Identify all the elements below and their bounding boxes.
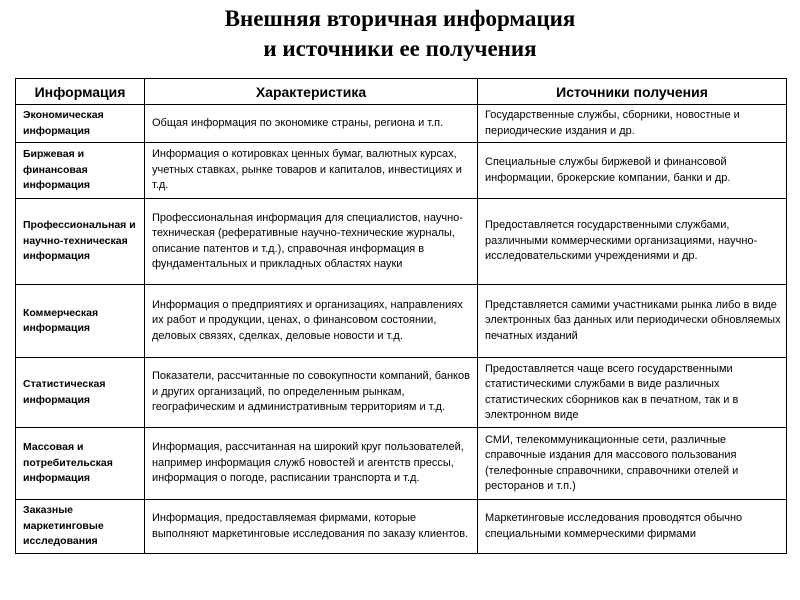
info-type-cell: Коммерческая информация (16, 285, 145, 358)
sources-cell: Предоставляется государственными службами, различными коммерческими организациями, научно-исследовательскими учреждениями и др. (478, 199, 787, 285)
info-type-cell: Профессиональная и научно-техническая информация (16, 199, 145, 285)
table-row (16, 428, 787, 500)
table-row (16, 285, 787, 358)
characteristic-cell: Информация, рассчитанная на широкий круг пользователей, например информация служб новостей и агентств прессы, информация о погоде, расписании транспорта и т.д. (145, 428, 478, 500)
characteristic-cell: Информация, предоставляемая фирмами, которые выполняют маркетинговые исследования по заказу клиентов. (145, 500, 478, 554)
characteristic-cell: Информация о предприятиях и организациях, направлениях их работ и продукции, ценах, о финансовом состоянии, деловых связях, сделках, деловые новости и т.д. (145, 285, 478, 358)
info-type-cell: Статистическая информация (16, 358, 145, 428)
column-header-info: Информация (16, 79, 145, 105)
page-title (0, 4, 800, 64)
sources-cell: Предоставляется чаще всего государственными статистическими службами в виде различных статистических сборников как в печатном, так и в электронном виде (478, 358, 787, 428)
page-title-line-2: и источники ее получения (263, 36, 537, 61)
sources-cell: Представляется самими участниками рынка либо в виде электронных баз данных или периодически обновляемых печатных изданий (478, 285, 787, 358)
column-header-characteristic: Характеристика (145, 79, 478, 105)
column-header-sources: Источники получения (478, 79, 787, 105)
table-row (16, 358, 787, 428)
characteristic-cell: Общая информация по экономике страны, региона и т.п. (145, 105, 478, 143)
table-header-row (16, 79, 787, 105)
info-type-cell: Биржевая и финансовая информация (16, 143, 145, 199)
table-row (16, 143, 787, 199)
info-type-cell: Заказные маркетинговые исследования (16, 500, 145, 554)
sources-cell: СМИ, телекоммуникационные сети, различные справочные издания для массового пользования (телефонные справочники, справочники отелей и ресторанов и т.п.) (478, 428, 787, 500)
characteristic-cell: Информация о котировках ценных бумаг, валютных курсах, учетных ставках, рынке товаров и капиталов, инвестициях и т.д. (145, 143, 478, 199)
table-row (16, 199, 787, 285)
info-type-cell: Массовая и потребительская информация (16, 428, 145, 500)
table-row (16, 105, 787, 143)
sources-cell: Маркетинговые исследования проводятся обычно специальными коммерческими фирмами (478, 500, 787, 554)
table-row (16, 500, 787, 554)
page-title-line-1: Внешняя вторичная информация (224, 6, 576, 31)
info-type-cell: Экономическая информация (16, 105, 145, 143)
characteristic-cell: Профессиональная информация для специалистов, научно-техническая (реферативные научно-технические журналы, описание патентов и т.д.), справочная информация в фундаментальных и прикладных областях науки (145, 199, 478, 285)
info-sources-table (15, 78, 787, 554)
sources-cell: Государственные службы, сборники, новостные и периодические издания и др. (478, 105, 787, 143)
sources-cell: Специальные службы биржевой и финансовой информации, брокерские компании, банки и др. (478, 143, 787, 199)
characteristic-cell: Показатели, рассчитанные по совокупности компаний, банков и других организаций, по определенным рынкам, географическим и административным территориям и т.д. (145, 358, 478, 428)
